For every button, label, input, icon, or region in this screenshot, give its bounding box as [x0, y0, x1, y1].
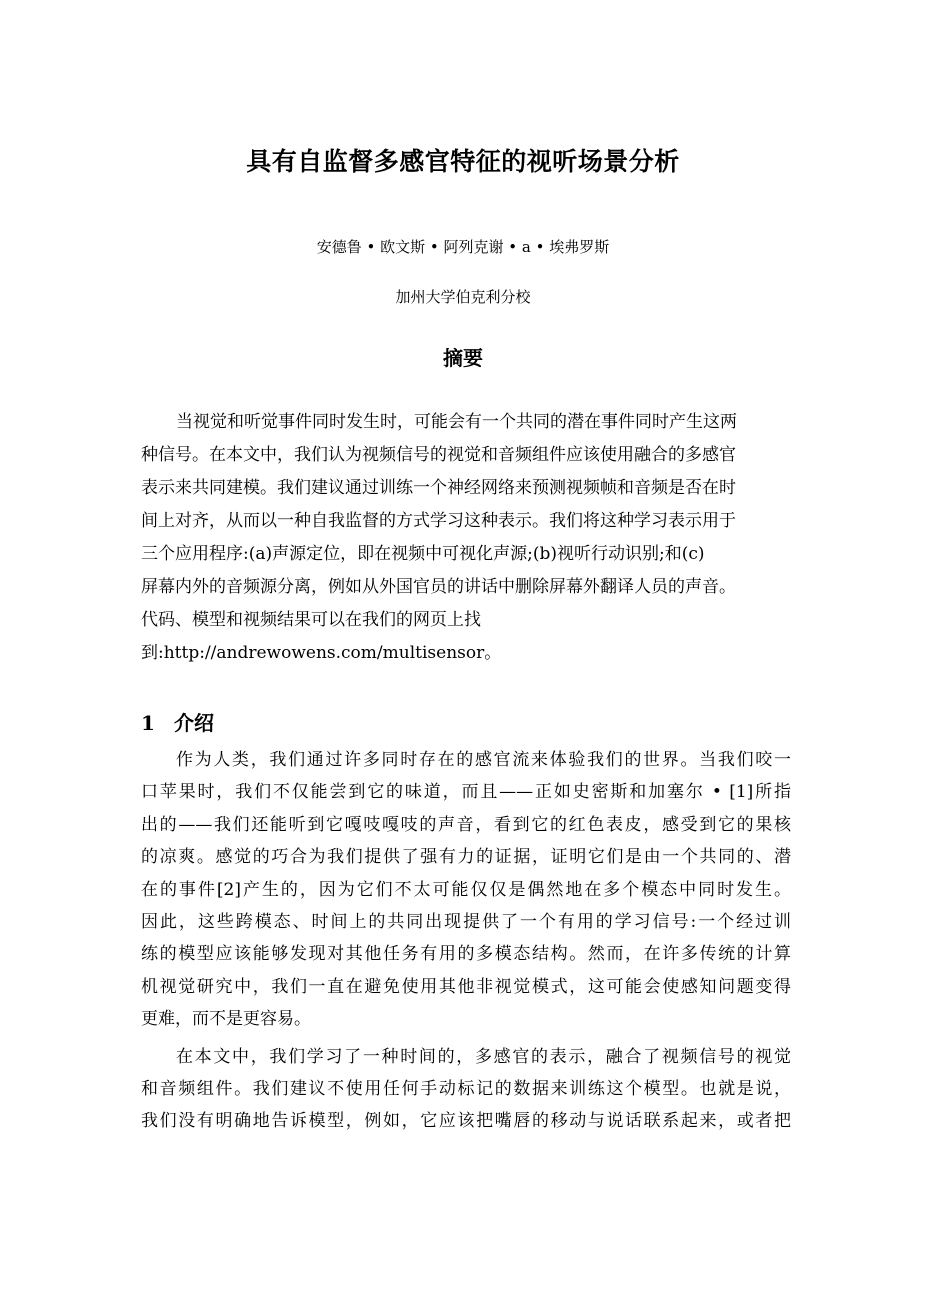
section-title: 介绍 [174, 711, 214, 735]
paragraph-line: 和音频组件。我们建议不使用任何手动标记的数据来训练这个模型。也就是说， [141, 1078, 791, 1099]
abstract-line: 屏幕内外的音频源分离，例如从外国官员的讲话中删除屏幕外翻译人员的声音。 [141, 577, 736, 597]
introduction-body [141, 744, 791, 1138]
paper-title: 具有自监督多感官特征的视听场景分析 [246, 147, 680, 176]
abstract-line: 代码、模型和视频结果可以在我们的网页上找 [141, 610, 481, 630]
abstract-line: 种信号。在本文中，我们认为视频信号的视觉和音频组件应该使用融合的多感官 [141, 445, 736, 465]
abstract-line: 表示来共同建模。我们建议通过训练一个神经网络来预测视频帧和音频是否在时 [141, 478, 736, 498]
paragraph-line: 在本文中，我们学习了一种时间的，多感官的表示，融合了视频信号的视觉 [176, 1046, 791, 1067]
paragraph-line: 机视觉研究中，我们一直在避免使用其他非视觉模式，这可能会使感知问题变得 [141, 976, 791, 997]
section-heading [141, 707, 214, 736]
paragraph-line: 作为人类，我们通过许多同时存在的感官流来体验我们的世界。当我们咬一 [176, 750, 791, 770]
abstract-body [141, 406, 791, 670]
section-number: 1 [141, 711, 155, 735]
author-list: 安德鲁 • 欧文斯 • 阿列克谢 • a • 埃弗罗斯 [316, 238, 610, 256]
abstract-line: 间上对齐，从而以一种自我监督的方式学习这种表示。我们将这种学习表示用于 [141, 511, 736, 531]
paragraph-line: 在的事件[2]产生的，因为它们不太可能仅仅是偶然地在多个模态中同时发生。 [141, 879, 791, 900]
paragraph-line: 口苹果时，我们不仅能尝到它的味道，而且——正如史密斯和加塞尔 • [1]所指 [141, 782, 791, 803]
affiliation: 加州大学伯克利分校 [395, 288, 531, 306]
abstract-line: 到:http://andrewowens.com/multisensor。 [141, 643, 502, 663]
paragraph-line: 因此，这些跨模态、时间上的共同出现提供了一个有用的学习信号:一个经过训 [141, 911, 791, 932]
abstract-line: 当视觉和听觉事件同时发生时，可能会有一个共同的潜在事件同时产生这两 [176, 412, 737, 432]
abstract-heading: 摘要 [443, 346, 483, 370]
paragraph-line: 练的模型应该能够发现对其他任务有用的多模态结构。然而，在许多传统的计算 [141, 944, 791, 965]
abstract-line: 三个应用程序:(a)声源定位，即在视频中可视化声源;(b)视听行动识别;和(c) [141, 544, 705, 564]
paragraph-line: 更难，而不是更容易。 [141, 1009, 311, 1030]
paragraph-line: 的凉爽。感觉的巧合为我们提供了强有力的证据，证明它们是由一个共同的、潜 [141, 847, 791, 868]
paragraph-line: 出的——我们还能听到它嘎吱嘎吱的声音，看到它的红色表皮，感受到它的果核 [141, 814, 791, 835]
paragraph-line: 我们没有明确地告诉模型，例如，它应该把嘴唇的移动与说话联系起来，或者把 [141, 1111, 791, 1132]
